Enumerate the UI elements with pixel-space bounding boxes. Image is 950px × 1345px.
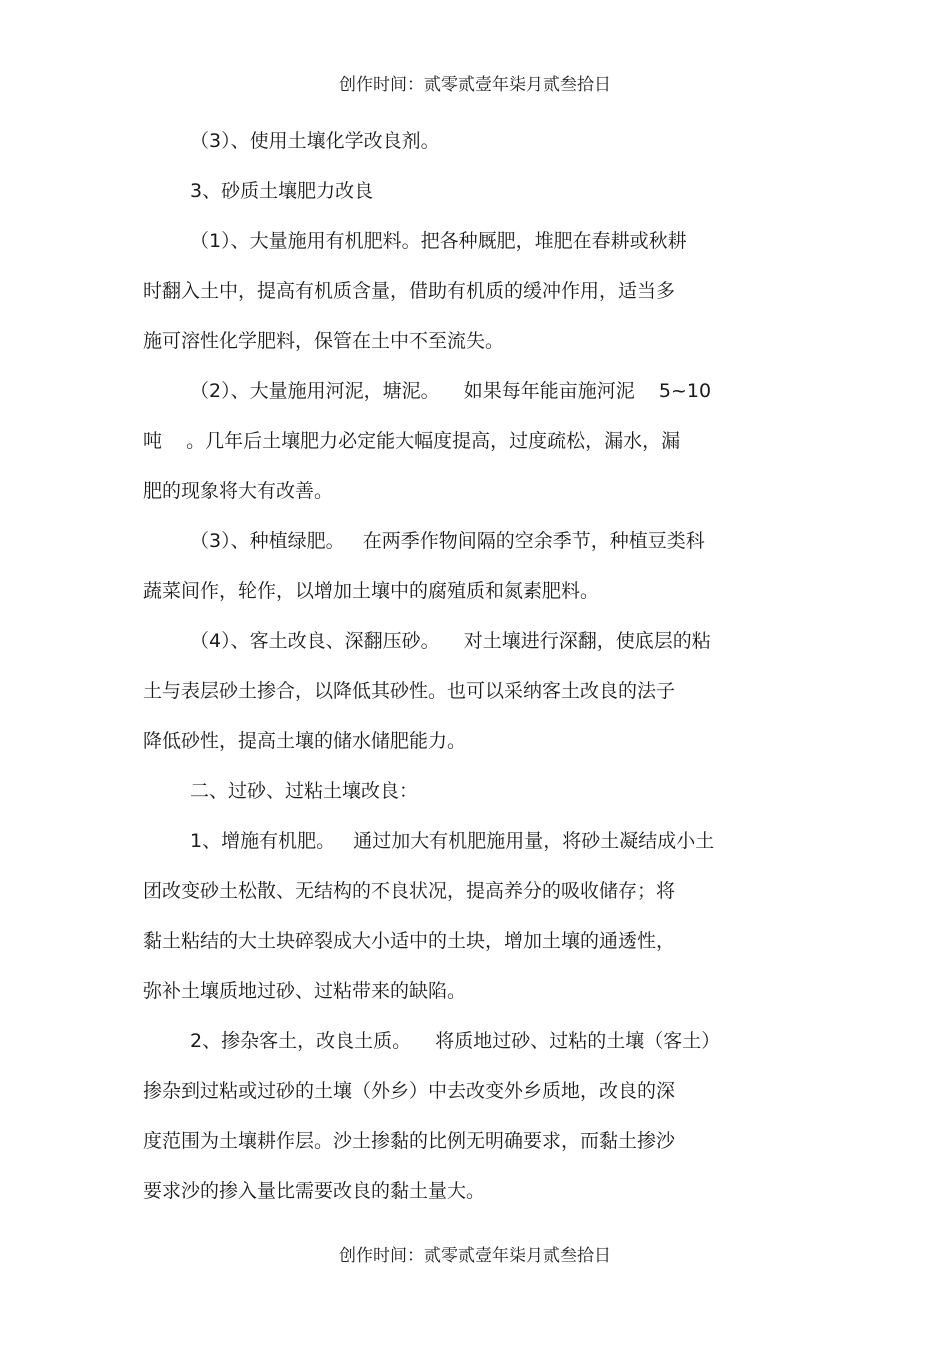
text-line: （3）、种植绿肥。 在两季作物间隔的空余季节，种植豆类科: [190, 530, 705, 552]
text-line: 1、增施有机肥。 通过加大有机肥施用量，将砂土凝结成小土: [190, 830, 715, 852]
text-line: （4）、客土改良、深翻压砂。 对土壤进行深翻，使底层的粘: [190, 630, 711, 652]
page-footer: 创作时间：贰零贰壹年柒月贰叁拾日: [339, 1246, 611, 1266]
text-line: 团改变砂土松散、无结构的不良状况，提高养分的吸收储存；将: [143, 880, 676, 902]
text-line: 土与表层砂土掺合，以降低其砂性。也可以采纳客土改良的法子: [143, 680, 676, 702]
text-line: 要求沙的掺入量比需要改良的黏土量大。: [143, 1180, 486, 1202]
text-line: 施可溶性化学肥料，保管在土中不至流失。: [143, 330, 505, 352]
text-line: 度范围为土壤耕作层。沙土掺黏的比例无明确要求，而黏土掺沙: [143, 1130, 676, 1152]
text-line: 吨 。几年后土壤肥力必定能大幅度提高，过度疏松，漏水，漏: [143, 430, 681, 452]
text-line: 蔬菜间作，轮作，以增加土壤中的腐殖质和氮素肥料。: [143, 580, 600, 602]
text-line: （3）、使用土壤化学改良剂。: [190, 130, 440, 152]
text-line: 时翻入土中，提高有机质含量，借助有机质的缓冲作用，适当多: [143, 280, 676, 302]
text-line: 2、掺杂客土，改良土质。 将质地过砂、过粘的土壤（客土）: [190, 1030, 721, 1052]
text-line: 降低砂性，提高土壤的储水储肥能力。: [143, 730, 467, 752]
text-line: 掺杂到过粘或过砂的土壤（外乡）中去改变外乡质地，改良的深: [143, 1080, 676, 1102]
page-header: 创作时间：贰零贰壹年柒月贰叁拾日: [339, 75, 611, 95]
section-heading: 二、过砂、过粘土壤改良：: [190, 780, 419, 802]
text-line: 黏土粘结的大土块碎裂成大小适中的土块，增加土壤的通透性，: [143, 930, 676, 952]
text-line: 肥的现象将大有改善。: [143, 480, 334, 502]
text-line: （1）、大量施用有机肥料。把各种厩肥，堆肥在春耕或秋耕: [190, 230, 687, 252]
text-line: （2）、大量施用河泥，塘泥。 如果每年能亩施河泥 5~10: [190, 380, 712, 402]
section-heading: 3、砂质土壤肥力改良: [190, 180, 374, 202]
text-line: 弥补土壤质地过砂、过粘带来的缺陷。: [143, 980, 467, 1002]
